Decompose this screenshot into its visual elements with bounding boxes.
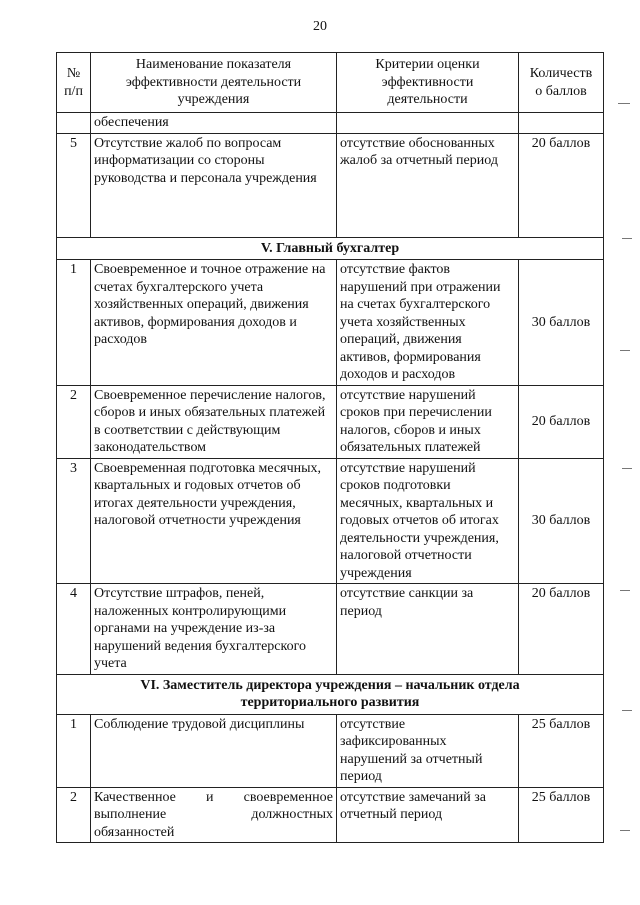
scan-mark [622, 710, 632, 711]
section-title: VI. Заместитель директора учреждения – начальник отдела территориального развития [57, 674, 604, 714]
scan-mark [622, 468, 632, 469]
scan-mark [620, 830, 630, 831]
indicator-cell: обеспечения [91, 113, 337, 134]
header-indicator: Наименование показателя эффективности деятельности учреждения [91, 53, 337, 113]
points-cell: 25 баллов [519, 787, 604, 843]
header-num: № п/п [57, 53, 91, 113]
row-number: 2 [57, 787, 91, 843]
criteria-cell: отсутствие санкции за период [337, 584, 519, 675]
indicator-cell: Отсутствие штрафов, пеней, наложенных контролирующими органами на учреждение из-за нарушений ведения бухгалтерского учета [91, 584, 337, 675]
table-row [57, 113, 604, 134]
points-cell: 30 баллов [519, 458, 604, 584]
scan-mark [620, 350, 630, 351]
scan-mark [620, 590, 630, 591]
section-header-row [57, 674, 604, 714]
criteria-cell: отсутствие нарушений сроков при перечислении налогов, сборов и иных обязательных платежей [337, 385, 519, 458]
row-number: 4 [57, 584, 91, 675]
points-cell: 25 баллов [519, 714, 604, 787]
points-cell: 20 баллов [519, 584, 604, 675]
row-number: 2 [57, 385, 91, 458]
row-number: 5 [57, 133, 91, 237]
criteria-cell: отсутствие фактов нарушений при отражении на счетах бухгалтерского учета хозяйственных операций, движения активов, формирования доходов и расходов [337, 260, 519, 386]
section-title: V. Главный бухгалтер [57, 237, 604, 260]
scan-mark [622, 238, 632, 239]
page-number: 20 [313, 19, 327, 34]
evaluation-table [56, 52, 604, 843]
scan-mark [618, 103, 630, 104]
table-row [57, 787, 604, 843]
points-cell: 20 баллов [519, 133, 604, 237]
table-row [57, 714, 604, 787]
row-number: 1 [57, 260, 91, 386]
indicator-cell: Соблюдение трудовой дисциплины [91, 714, 337, 787]
table-row [57, 133, 604, 237]
table-row [57, 458, 604, 584]
row-number: 3 [57, 458, 91, 584]
criteria-cell: отсутствие обоснованных жалоб за отчетный период [337, 133, 519, 237]
section-header-row [57, 237, 604, 260]
points-cell: 30 баллов [519, 260, 604, 386]
header-points: Количеств о баллов [519, 53, 604, 113]
table-row [57, 260, 604, 386]
points-cell: 20 баллов [519, 385, 604, 458]
row-number: 1 [57, 714, 91, 787]
criteria-cell: отсутствие нарушений сроков подготовки месячных, квартальных и годовых отчетов об итогах деятельности учреждения, налоговой отчетности учреждения [337, 458, 519, 584]
table-header-row [57, 53, 604, 113]
criteria-cell: отсутствие замечаний за отчетный период [337, 787, 519, 843]
indicator-cell: Качественное и своевременное выполнение должностных обязанностей [91, 787, 337, 843]
indicator-cell: Своевременная подготовка месячных, квартальных и годовых отчетов об итогах деятельности учреждения, налоговой отчетности учреждения [91, 458, 337, 584]
header-criteria: Критерии оценки эффективности деятельности [337, 53, 519, 113]
table-row [57, 584, 604, 675]
criteria-cell: отсутствие зафиксированных нарушений за отчетный период [337, 714, 519, 787]
table-row [57, 385, 604, 458]
indicator-cell: Своевременное и точное отражение на счетах бухгалтерского учета хозяйственных операций, движения активов, формирования доходов и расходов [91, 260, 337, 386]
indicator-cell: Отсутствие жалоб по вопросам информатизации со стороны руководства и персонала учреждения [91, 133, 337, 237]
indicator-cell: Своевременное перечисление налогов, сборов и иных обязательных платежей в соответствии с действующим законодательством [91, 385, 337, 458]
